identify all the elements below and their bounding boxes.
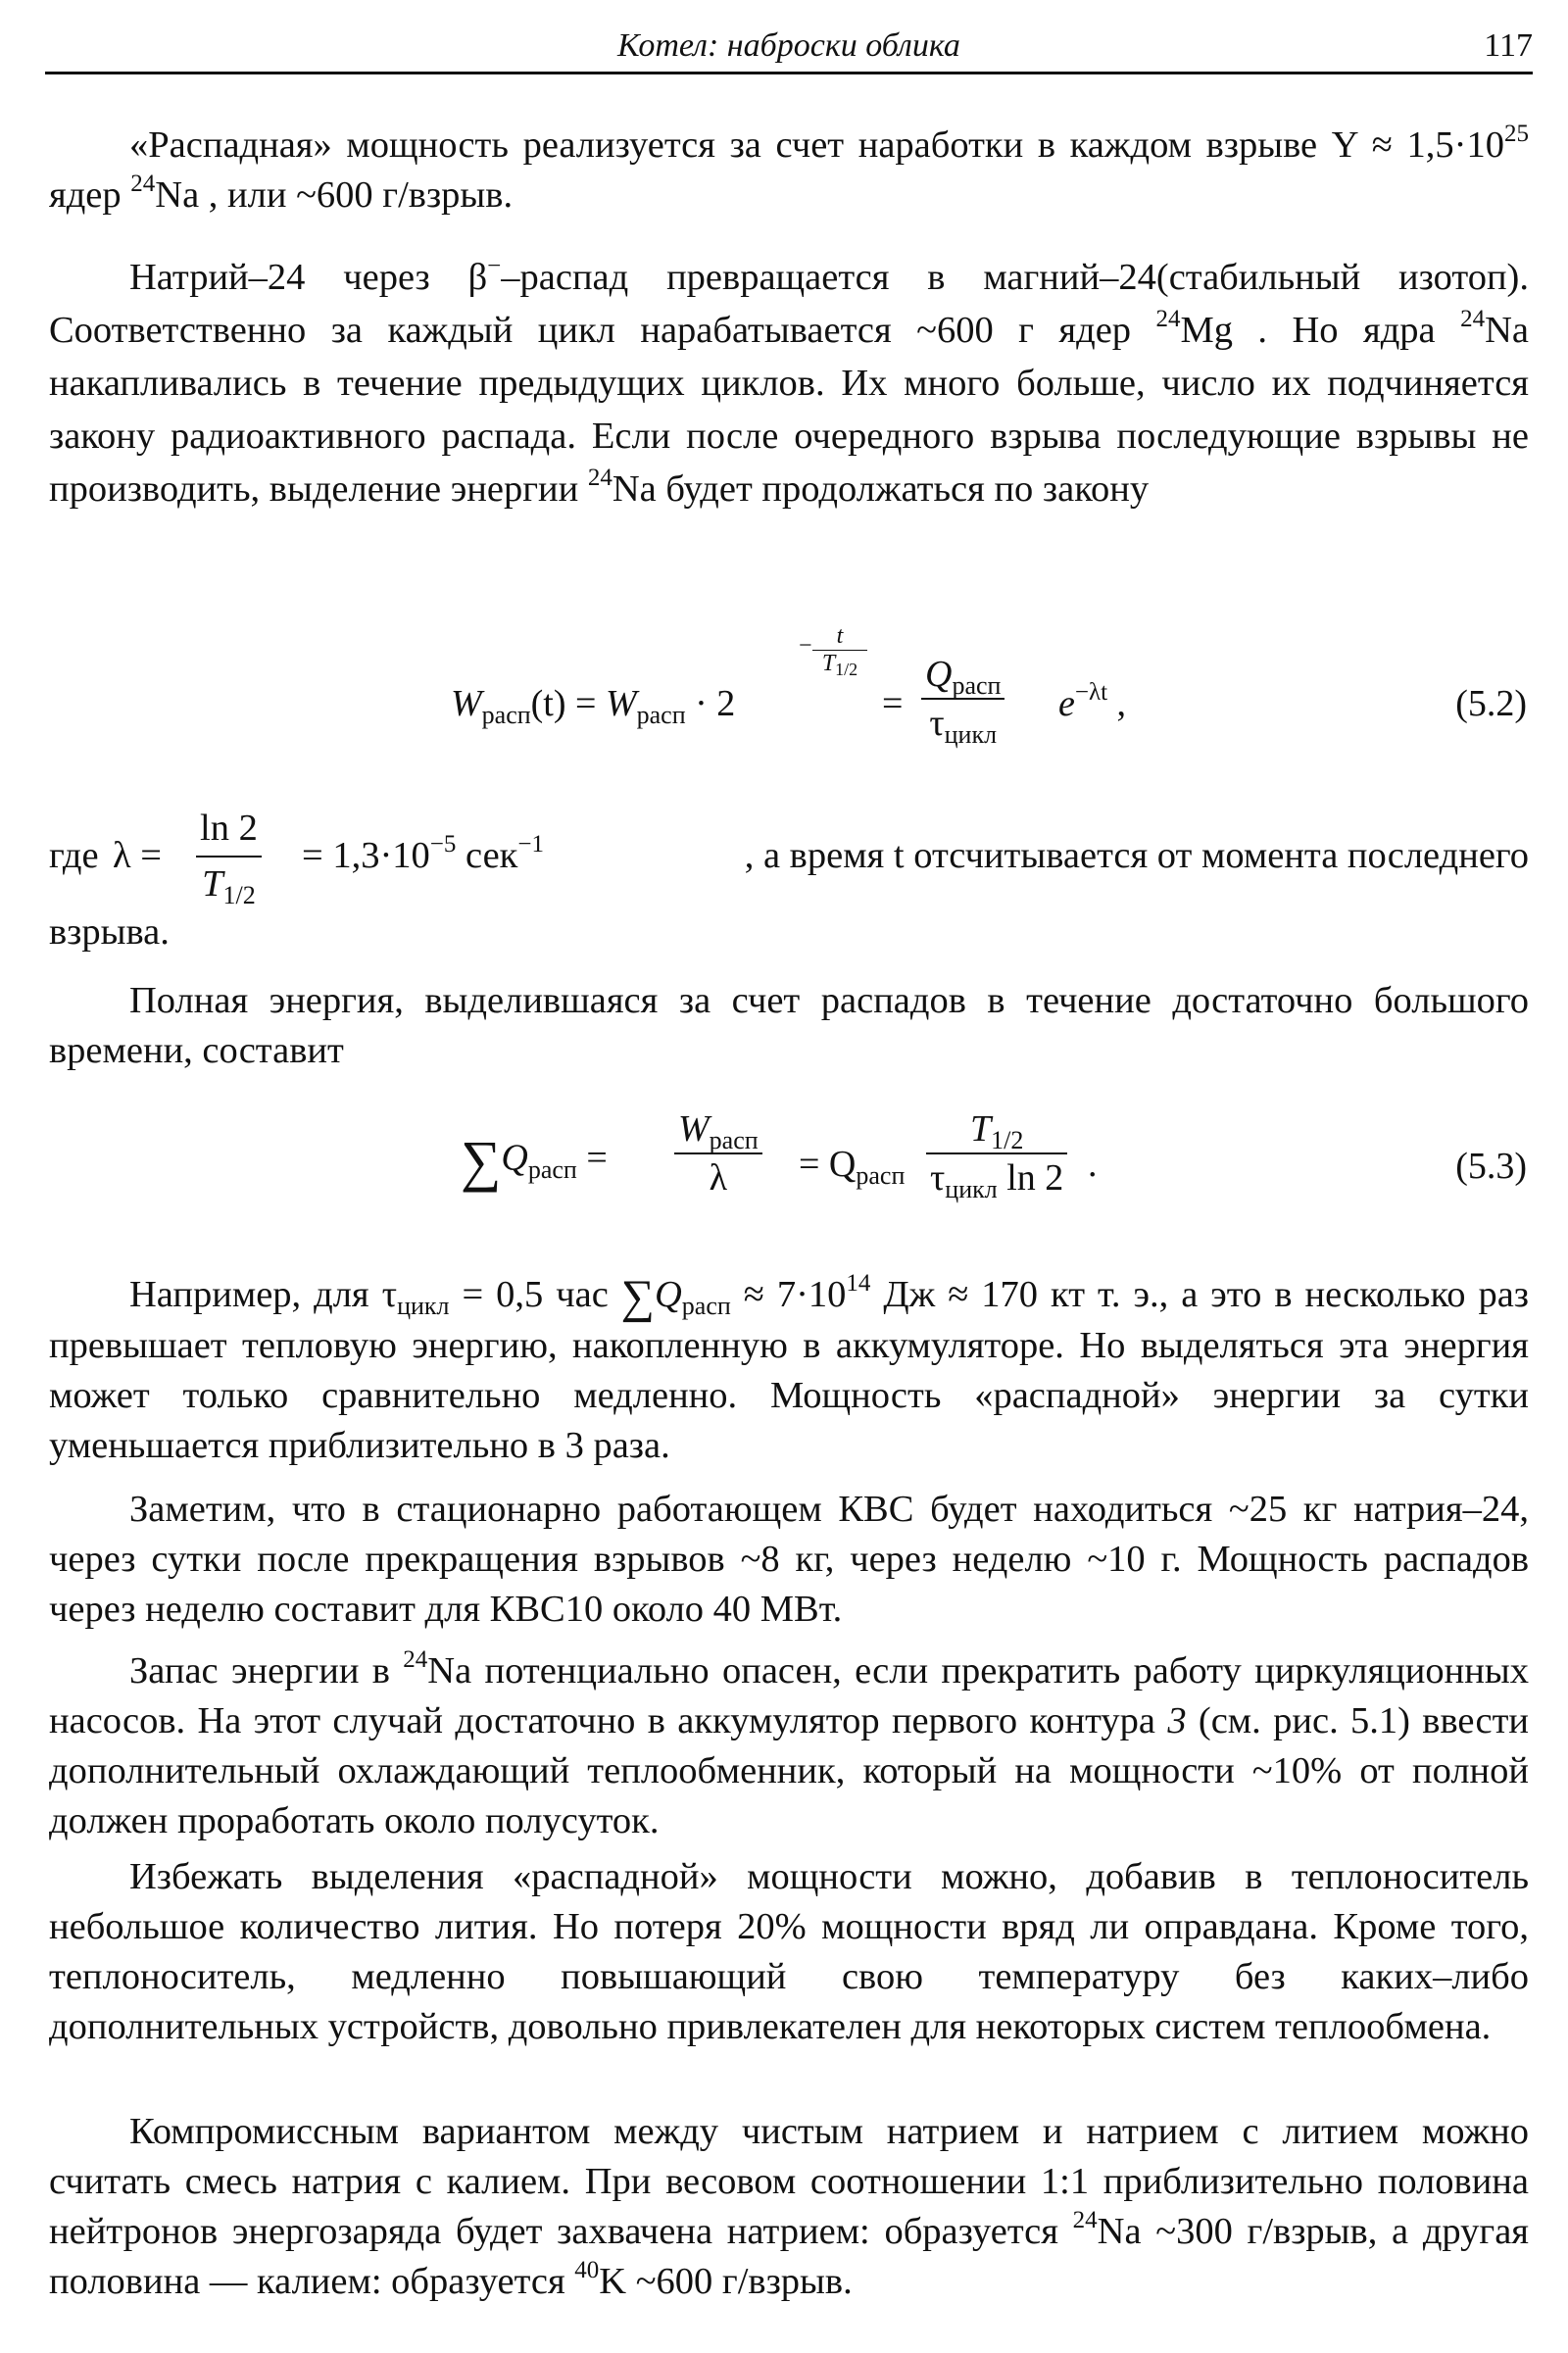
subscript: расп bbox=[709, 1126, 759, 1154]
subscript: расп bbox=[856, 1161, 906, 1190]
math-text: (t) = bbox=[530, 683, 606, 724]
subscript: расп bbox=[681, 1292, 731, 1320]
math-text: , bbox=[1107, 683, 1127, 724]
text-span: –распад превращается в магний–24(стабильный изотоп). Соответственно за каждый цикл нарабатывается ~600 г ядер bbox=[49, 257, 1529, 351]
equation-5-3 bbox=[461, 1096, 1166, 1233]
math-symbol: T bbox=[821, 651, 836, 676]
math-text: . bbox=[1088, 1144, 1098, 1185]
text-span: , а время t отсчитывается от момента последнего bbox=[744, 835, 1529, 876]
equation-number: (5.3) bbox=[1455, 1146, 1527, 1187]
paragraph-6 bbox=[49, 1485, 1529, 1635]
text-span: K ~600 г/взрыв. bbox=[599, 2261, 853, 2302]
math-symbol: W bbox=[605, 683, 637, 724]
paragraph-text: Полная энергия, выделившаяся за счет распадов в течение достаточно большого времени, составит bbox=[49, 980, 1529, 1071]
math-symbol: τ bbox=[929, 703, 945, 744]
math-symbol: Q bbox=[654, 1274, 682, 1315]
paragraph-9 bbox=[49, 2107, 1529, 2307]
superscript: 24 bbox=[1460, 306, 1486, 332]
equation-number: (5.2) bbox=[1455, 683, 1527, 724]
text-span: Na , или ~600 г/взрыв. bbox=[155, 174, 514, 216]
text-line: взрыва. bbox=[49, 911, 170, 953]
paragraph-7 bbox=[49, 1646, 1529, 1846]
text-span: Mg . Но ядра bbox=[1180, 310, 1461, 351]
subscript: 1/2 bbox=[835, 660, 858, 679]
math-symbol: t bbox=[836, 623, 844, 649]
superscript: 24 bbox=[587, 465, 612, 491]
text-span: Запас энергии в bbox=[129, 1650, 404, 1691]
math-text: ln 2 bbox=[997, 1157, 1064, 1199]
math-symbol: e bbox=[1058, 683, 1075, 724]
math-text: · 2 bbox=[685, 683, 736, 724]
text-span: Na потенциально опасен, если прекратить работу циркуляционных насосов. На этот случай достаточно в аккумулятор первого контура bbox=[49, 1650, 1529, 1741]
sum-symbol: ∑ bbox=[620, 1271, 655, 1324]
text-span: ≈ 7·10 bbox=[730, 1274, 847, 1315]
text-span: Na ~300 г/взрыв, а другая половина — калием: образуется bbox=[49, 2211, 1529, 2302]
subscript: 1/2 bbox=[222, 881, 256, 909]
superscript: −5 bbox=[429, 831, 457, 858]
paragraph-2 bbox=[49, 251, 1529, 515]
text-span: Например, для τ bbox=[129, 1274, 398, 1315]
subscript: 1/2 bbox=[991, 1126, 1024, 1154]
page-number: 117 bbox=[1484, 27, 1533, 64]
math-symbol: W bbox=[678, 1108, 710, 1150]
superscript: −λt bbox=[1074, 679, 1108, 706]
fraction bbox=[674, 1107, 762, 1200]
figure-reference: 3 bbox=[1167, 1700, 1187, 1741]
math-symbol: Q bbox=[925, 654, 953, 695]
chapter-title: Котел: наброски облика bbox=[617, 27, 960, 64]
superscript: −1 bbox=[517, 831, 544, 858]
subscript: расп bbox=[636, 701, 686, 729]
math-symbol: W bbox=[451, 683, 482, 724]
text-span: (см. рис. 5.1) ввести дополнительный охлаждающий теплообменник, который на мощности ~10% от полной должен проработать около полусуток. bbox=[49, 1700, 1529, 1841]
text-span: Na накапливались в течение предыдущих циклов. Их много больше, число их подчиняется закону радиоактивного распада. Если после очередного взрыва последующие взрывы не производить, выделение энергии bbox=[49, 310, 1529, 510]
subscript: цикл bbox=[397, 1292, 450, 1320]
subscript: цикл bbox=[945, 1175, 998, 1203]
paragraph-3 bbox=[49, 804, 1529, 957]
subscript: цикл bbox=[944, 720, 998, 749]
paragraph-4 bbox=[49, 976, 1529, 1076]
paragraph-5 bbox=[49, 1270, 1529, 1471]
math-text: = 1,3·10 bbox=[302, 835, 430, 876]
subscript: расп bbox=[952, 671, 1002, 700]
fraction bbox=[926, 1107, 1067, 1203]
running-header bbox=[45, 27, 1533, 74]
superscript: 25 bbox=[1504, 121, 1529, 147]
math-symbol: T bbox=[202, 863, 223, 905]
text-span: ядер bbox=[49, 174, 131, 216]
math-text: λ = bbox=[113, 835, 163, 876]
math-text: = bbox=[882, 683, 904, 724]
superscript: 24 bbox=[1155, 306, 1181, 332]
text-span: = 0,5 час bbox=[449, 1274, 621, 1315]
subscript: расп bbox=[481, 701, 531, 729]
equation-5-2 bbox=[451, 623, 1196, 770]
math-symbol: λ bbox=[709, 1157, 728, 1199]
exponent-fraction: − t $T_{1/2}$ bbox=[799, 623, 867, 677]
superscript: 14 bbox=[846, 1270, 871, 1297]
math-symbol: τ bbox=[930, 1157, 946, 1199]
paragraph-text: Избежать выделения «распадной» мощности можно, добавив в теплоноситель небольшое количество лития. Но потеря 20% мощности вряд ли оправдана. Кроме того, теплоноситель, медленно повышающий свою температуру без каких–либо дополнительных устройств, довольно привлекателен для некоторых систем теплообмена. bbox=[49, 1856, 1529, 2047]
text-span: где bbox=[49, 835, 99, 876]
math-text: = bbox=[576, 1137, 608, 1179]
fraction bbox=[921, 653, 1004, 749]
text-span: сек bbox=[456, 835, 518, 876]
superscript: 24 bbox=[1072, 2207, 1098, 2233]
text-span: Компромиссным вариантом между чистым натрием и натрием с литием можно считать смесь натрия с калием. При весовом соотношении 1:1 приблизительно половина нейтронов энергозаряда будет захвачена натрием: образуется bbox=[49, 2111, 1529, 2252]
header-rule bbox=[45, 72, 1533, 74]
math-symbol: Q bbox=[501, 1137, 528, 1179]
fraction bbox=[196, 804, 262, 909]
superscript: 24 bbox=[130, 171, 156, 197]
math-text: = Q bbox=[799, 1144, 857, 1185]
text-span: Натрий–24 через β bbox=[129, 257, 488, 298]
fraction-numerator: ln 2 bbox=[196, 804, 262, 858]
text-span: Y ≈ 1,5·10 bbox=[1331, 124, 1504, 166]
text-span: Дж ≈ 170 кт т. э., а это в несколько раз превышает тепловую энергию, накопленную в аккумуляторе. Но выделяться эта энергия может только сравнительно медленно. Мощность «распадной» энергии за сутки уменьшается приблизительно в 3 раза. bbox=[49, 1274, 1529, 1467]
sum-symbol: ∑ bbox=[461, 1129, 502, 1193]
paragraph-text: Заметим, что в стационарно работающем КВС будет находиться ~25 кг натрия–24, через сутки после прекращения взрывов ~8 кг, через неделю ~10 г. Мощность распадов через неделю составит для КВС10 около 40 МВт. bbox=[49, 1489, 1529, 1630]
text-span: «Распадная» мощность реализуется за счет наработки в каждом взрыве bbox=[129, 124, 1318, 166]
paragraph-8 bbox=[49, 1852, 1529, 2052]
subscript: расп bbox=[527, 1154, 577, 1184]
paragraph-1 bbox=[49, 121, 1529, 221]
math-symbol: T bbox=[969, 1108, 992, 1150]
superscript: 40 bbox=[574, 2257, 600, 2283]
superscript: − bbox=[487, 253, 502, 279]
superscript: 24 bbox=[403, 1646, 428, 1673]
text-span: Na будет продолжаться по закону bbox=[612, 468, 1150, 510]
